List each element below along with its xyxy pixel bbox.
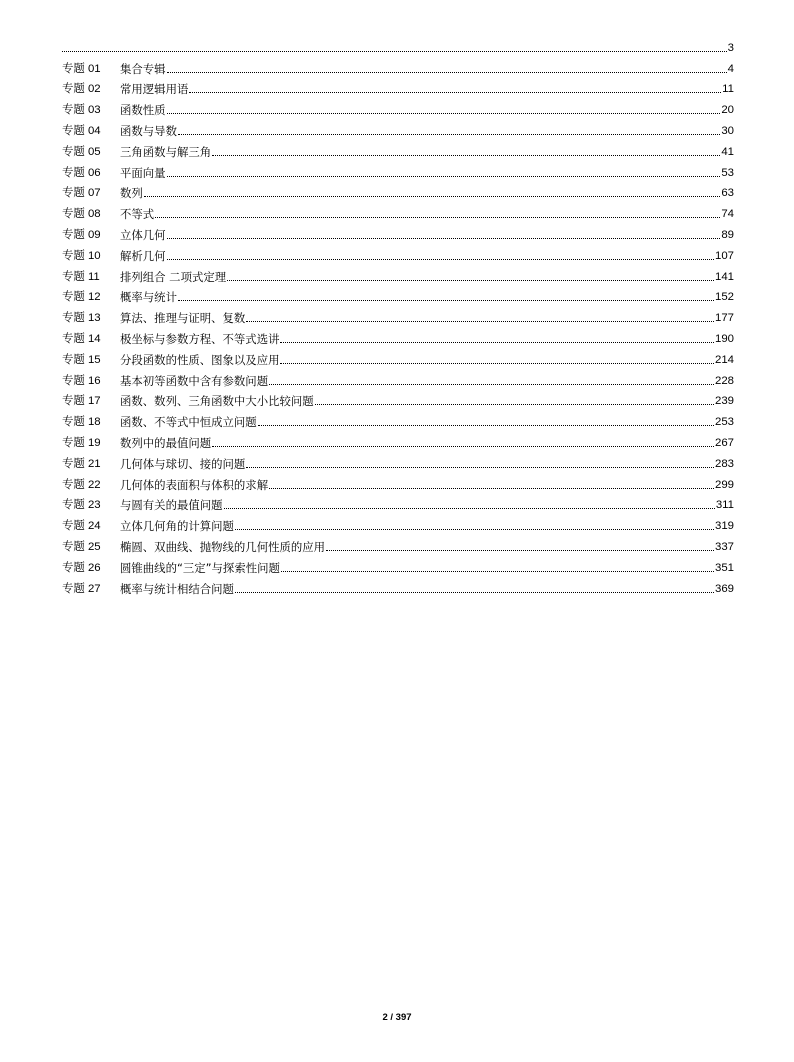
toc-entry-number: 专题 23: [62, 499, 101, 512]
toc-page-number: 53: [721, 166, 734, 179]
toc-page-number: 11: [722, 83, 734, 96]
toc-leader-dots: [280, 363, 714, 364]
toc-leader-dots: [235, 592, 714, 593]
toc-leader-dots: [246, 467, 714, 468]
toc-leader-dots: [315, 404, 714, 405]
toc-page-number: 267: [714, 436, 734, 449]
toc-entry[interactable]: [62, 325, 734, 346]
toc-leader-dots: [167, 176, 721, 177]
toc-leader-dots: [227, 280, 714, 281]
toc-leader-dots: [269, 488, 714, 489]
toc-leader-dots: [280, 342, 714, 343]
toc-entry-number: 专题 03: [62, 104, 101, 117]
toc-entry[interactable]: [62, 159, 734, 180]
toc-entry-title: 算法、推理与证明、复数: [120, 311, 246, 326]
toc-entry[interactable]: [62, 367, 734, 388]
toc-leader-dots: [235, 529, 714, 530]
toc-entry[interactable]: [62, 180, 734, 201]
toc-leader-dots: [167, 72, 727, 73]
toc-entry[interactable]: [62, 388, 734, 409]
toc-entry-title: 几何体的表面积与体积的求解: [120, 477, 269, 492]
toc-entry-number: 专题 08: [62, 208, 101, 221]
toc-leader-dots: [178, 300, 714, 301]
toc-entry[interactable]: [62, 263, 734, 284]
toc-entry-title: 圆锥曲线的“三定”与探索性问题: [120, 560, 280, 575]
toc-entry[interactable]: [62, 284, 734, 305]
page-indicator: 2 / 397: [382, 1012, 412, 1023]
toc-leader-dots: [212, 155, 720, 156]
toc-entries: [62, 55, 734, 596]
toc-leader-dots: [326, 550, 714, 551]
toc-entry[interactable]: [62, 117, 734, 138]
toc-page-number: 30: [721, 124, 734, 137]
toc-entry[interactable]: [62, 138, 734, 159]
toc-leader-dots: [155, 217, 720, 218]
toc-entry-title: 不等式: [120, 207, 155, 222]
toc-entry[interactable]: [62, 575, 734, 596]
toc-entry-title: 集合专辑: [120, 61, 166, 76]
toc-page-number: 253: [714, 416, 734, 429]
toc-entry-number: 专题 11: [62, 270, 100, 283]
toc-page-number: 214: [714, 353, 734, 366]
toc-entry-title: 与圆有关的最值问题: [120, 498, 223, 513]
toc-entry-title: 解析几何: [120, 248, 166, 263]
toc-entry-number: 专题 17: [62, 395, 101, 408]
toc-leader-dots: [258, 425, 714, 426]
toc-page-number: 63: [721, 187, 734, 200]
toc-entry-title: 椭圆、双曲线、抛物线的几何性质的应用: [120, 539, 326, 554]
toc-entry-title: 几何体与球切、接的问题: [120, 456, 246, 471]
toc-entry[interactable]: [62, 471, 734, 492]
toc-page-number: 74: [721, 208, 734, 221]
toc-entry-number: 专题 04: [62, 124, 101, 137]
toc-leader-dots: [144, 196, 721, 197]
toc-entry-number: 专题 14: [62, 332, 101, 345]
toc-entry-number: 专题 27: [62, 582, 101, 595]
toc-entry[interactable]: [62, 76, 734, 97]
toc-leader-dots: [62, 51, 727, 52]
toc-page-number: 3: [727, 41, 734, 54]
toc-entry[interactable]: [62, 346, 734, 367]
toc-entry[interactable]: [62, 242, 734, 263]
toc-page-number: 239: [714, 395, 734, 408]
toc-entry[interactable]: [62, 533, 734, 554]
toc-entry-title: 基本初等函数中含有参数问题: [120, 373, 269, 388]
toc-entry-number: 专题 26: [62, 561, 101, 574]
toc-entry-number: 专题 01: [62, 62, 101, 75]
toc-entry-number: 专题 18: [62, 416, 101, 429]
toc-entry-title: 函数、不等式中恒成立问题: [120, 415, 257, 430]
toc-entry-number: 专题 10: [62, 249, 101, 262]
toc-page-number: 107: [714, 249, 734, 262]
toc-entry-number: 专题 15: [62, 353, 101, 366]
toc-leader-dots: [224, 508, 715, 509]
toc-leader-dots: [167, 259, 714, 260]
table-of-contents: [62, 34, 734, 596]
toc-entry-number: 专题 09: [62, 228, 101, 241]
toc-page-number: 89: [721, 228, 734, 241]
toc-entry[interactable]: [62, 408, 734, 429]
toc-entry-title: 概率与统计相结合问题: [120, 581, 234, 596]
toc-entry-title: 常用逻辑用语: [120, 82, 189, 97]
toc-entry[interactable]: [62, 221, 734, 242]
toc-header-row[interactable]: [62, 34, 734, 55]
toc-entry-number: 专题 07: [62, 187, 101, 200]
toc-entry-title: 概率与统计: [120, 290, 177, 305]
toc-leader-dots: [212, 446, 714, 447]
toc-page-number: 152: [714, 291, 734, 304]
toc-entry[interactable]: [62, 55, 734, 76]
toc-entry[interactable]: [62, 554, 734, 575]
toc-entry-title: 函数与导数: [120, 123, 177, 138]
toc-entry-title: 排列组合 二项式定理: [120, 269, 227, 284]
toc-entry[interactable]: [62, 512, 734, 533]
toc-leader-dots: [189, 92, 721, 93]
toc-entry-title: 函数、数列、三角函数中大小比较问题: [120, 394, 314, 409]
toc-entry-title: 立体几何角的计算问题: [120, 519, 234, 534]
toc-page-number: 369: [714, 582, 734, 595]
toc-leader-dots: [167, 113, 721, 114]
toc-leader-dots: [269, 384, 714, 385]
toc-entry[interactable]: [62, 96, 734, 117]
toc-page-number: 351: [714, 561, 734, 574]
toc-entry-number: 专题 16: [62, 374, 101, 387]
toc-entry-title: 立体几何: [120, 227, 166, 242]
toc-entry-number: 专题 13: [62, 312, 101, 325]
toc-entry-title: 平面向量: [120, 165, 166, 180]
toc-page-number: 141: [714, 270, 734, 283]
toc-entry-number: 专题 24: [62, 520, 101, 533]
toc-leader-dots: [167, 238, 721, 239]
toc-entry[interactable]: [62, 200, 734, 221]
toc-entry[interactable]: [62, 450, 734, 471]
toc-entry[interactable]: [62, 429, 734, 450]
toc-page-number: 228: [714, 374, 734, 387]
toc-entry-number: 专题 19: [62, 436, 101, 449]
toc-entry-title: 分段函数的性质、图象以及应用: [120, 352, 280, 367]
toc-page-number: 319: [714, 520, 734, 533]
toc-entry-number: 专题 05: [62, 145, 101, 158]
toc-leader-dots: [281, 571, 714, 572]
toc-page-number: 20: [721, 104, 734, 117]
toc-page-number: 311: [715, 499, 734, 512]
toc-leader-dots: [246, 321, 714, 322]
toc-entry-number: 专题 25: [62, 540, 101, 553]
toc-page-number: 283: [714, 457, 734, 470]
toc-entry-number: 专题 02: [62, 83, 101, 96]
toc-page-number: 4: [727, 62, 734, 75]
toc-page-number: 177: [714, 312, 734, 325]
toc-entry-number: 专题 21: [62, 457, 101, 470]
toc-leader-dots: [178, 134, 720, 135]
toc-entry[interactable]: [62, 304, 734, 325]
toc-page-number: 41: [721, 145, 734, 158]
toc-page-number: 337: [714, 540, 734, 553]
toc-entry-number: 专题 06: [62, 166, 101, 179]
toc-entry-title: 函数性质: [120, 103, 166, 118]
toc-page-number: 190: [714, 332, 734, 345]
toc-entry-number: 专题 22: [62, 478, 101, 491]
toc-entry[interactable]: [62, 492, 734, 513]
toc-entry-title: 数列中的最值问题: [120, 435, 212, 450]
toc-entry-title: 数列: [120, 186, 143, 201]
toc-entry-title: 极坐标与参数方程、不等式选讲: [120, 331, 280, 346]
toc-entry-title: 三角函数与解三角: [120, 144, 212, 159]
toc-entry-number: 专题 12: [62, 291, 101, 304]
toc-page-number: 299: [714, 478, 734, 491]
